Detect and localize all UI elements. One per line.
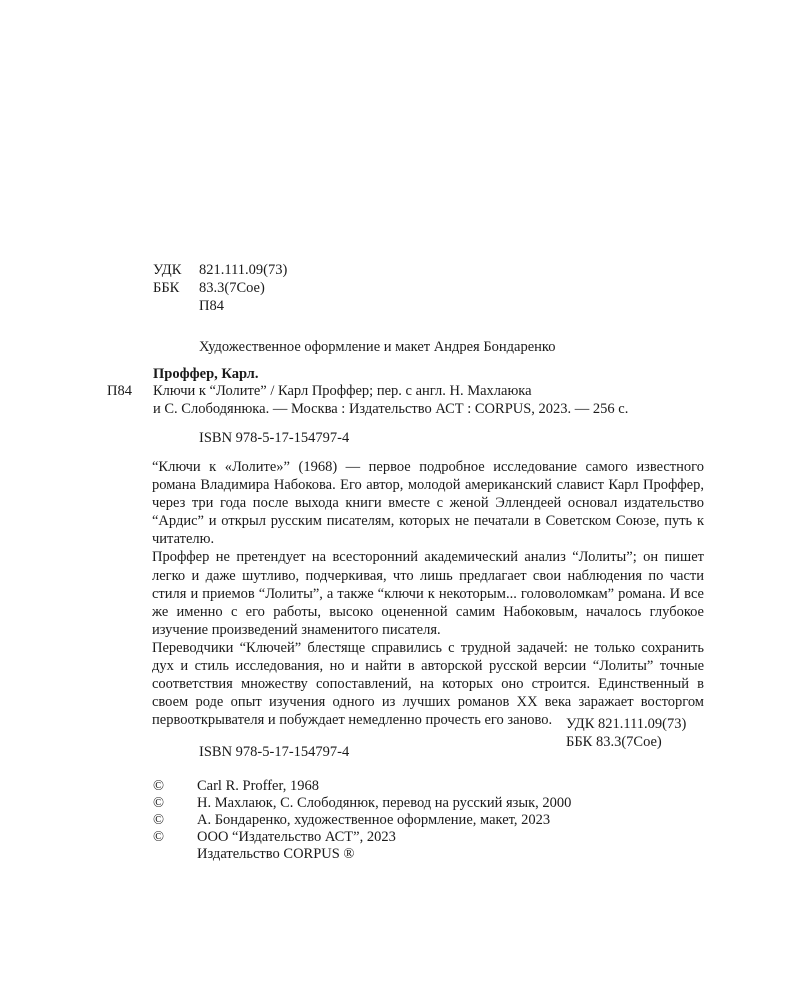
copyright-line: [153, 795, 571, 812]
bbk-value: 83.3(7Сое): [199, 280, 265, 296]
bibliographic-line-1: Ключи к “Лолите” / Карл Проффер; пер. с англ. Н. Махлаюка: [153, 383, 532, 399]
bibliographic-line-2: и С. Слободянюка. — Москва : Издательство АСТ : CORPUS, 2023. — 256 с.: [153, 401, 629, 417]
bbk-line: [153, 280, 265, 297]
design-credit: Художественное оформление и макет Андрея Бондаренко: [199, 339, 556, 355]
annotation-bbk: ББК 83.3(7Сое): [566, 734, 662, 750]
copyright-symbol: ©: [153, 778, 165, 794]
annotation-paragraph: “Ключи к «Лолите»” (1968) — первое подробное исследование самого известного романа Владимира Набокова. Его автор, молодой американский славист Карл Проффер, через три года после выхода книги вместе с женой Эллендеей основал издательство “Ардис” и открыл русским писателям, которых не печатали в Советском Союзе, путь к читателю.: [152, 459, 704, 548]
copyright-line: [153, 829, 396, 846]
isbn-bottom: ISBN 978-5-17-154797-4: [199, 744, 350, 760]
isbn-top: ISBN 978-5-17-154797-4: [199, 430, 350, 446]
author-heading: Проффер, Карл.: [153, 366, 259, 382]
copyright-text: Carl R. Proffer, 1968: [197, 778, 319, 794]
copyright-line: [153, 812, 550, 829]
copyright-text: ООО “Издательство АСТ”, 2023: [197, 829, 396, 845]
copyright-text: Н. Махлаюк, С. Слободянюк, перевод на русский язык, 2000: [197, 795, 572, 811]
udk-label: УДК: [153, 262, 182, 278]
author-mark-side: П84: [107, 383, 132, 399]
udk-line: [153, 262, 287, 279]
annotation-paragraph: Переводчики “Ключей” блестяще справились с трудной задачей: не только сохранить дух и стиль исследования, но и найти в авторской русской версии “Лолиты” точные соответствия множеству сопоставлений, на которых оно строится. Единственный в своем роде опыт изучения одного из лучших романов XX века заражает восторгом первооткрывателя и побуждает немедленно прочесть его заново.: [152, 639, 704, 729]
bbk-label: ББК: [153, 280, 180, 296]
copyright-symbol: ©: [153, 795, 165, 811]
author-mark-top: П84: [199, 298, 224, 314]
annotation-paragraph: Проффер не претендует на всесторонний академический анализ “Лолиты”; он пишет легко и даже шутливо, подчеркивая, что лишь предлагает свои наблюдения по части стиля и приемов “Лолиты”, а также “ключи к некоторым... головоломкам” романа. И все же именно с его работы, высоко оцененной самим Набоковым, началось глубокое изучение произведений знаменитого писателя.: [152, 549, 704, 638]
annotation: [152, 458, 704, 729]
copyright-text: А. Бондаренко, художественное оформление, макет, 2023: [197, 812, 551, 828]
copyright-symbol: ©: [153, 829, 165, 845]
copyright-symbol: ©: [153, 812, 165, 828]
copyright-line: [153, 778, 319, 795]
annotation-udk: УДК 821.111.09(73): [566, 716, 687, 732]
imprint-line: Издательство CORPUS ®: [197, 846, 355, 862]
udk-value: 821.111.09(73): [199, 262, 288, 278]
